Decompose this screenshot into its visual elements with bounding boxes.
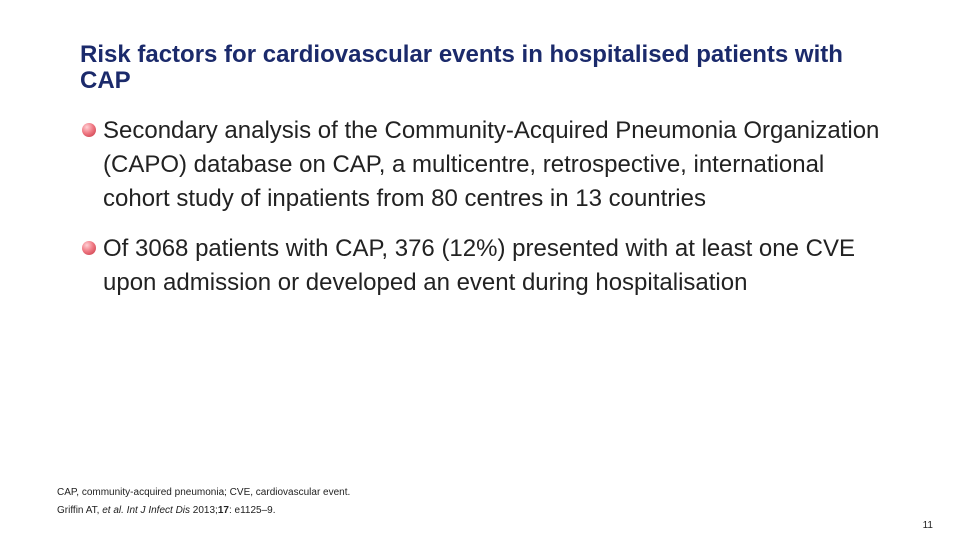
footnotes: [57, 484, 350, 520]
abbreviations-note: CAP, community-acquired pneumonia; CVE, cardiovascular event.: [57, 487, 351, 498]
reference-pages: : e1125–9.: [228, 505, 276, 516]
reference-journal: et al. Int J Infect Dis: [102, 505, 191, 516]
reference-volume: 17: [217, 505, 229, 516]
bullet-item: [80, 232, 880, 300]
bullet-list: [80, 114, 880, 300]
reference-note: [57, 502, 350, 520]
bullet-sphere-icon: [82, 241, 96, 255]
slide-title: Risk factors for cardiovascular events in hospitalised patients with CAP: [80, 41, 843, 94]
bullet-text: Of 3068 patients with CAP, 376 (12%) presented with at least one CVE upon admission or developed an event during hospitalisation: [103, 235, 855, 296]
reference-authors: Griffin AT,: [57, 505, 103, 516]
bullet-item: [80, 114, 880, 216]
bullet-sphere-icon: [82, 123, 96, 137]
page-number: 11: [922, 520, 933, 531]
bullet-text: Secondary analysis of the Community-Acquired Pneumonia Organization (CAPO) database on CAP, a multicentre, retrospective, international cohort study of inpatients from 80 centres in 13 countries: [103, 117, 880, 212]
reference-year: 2013;: [190, 505, 218, 516]
